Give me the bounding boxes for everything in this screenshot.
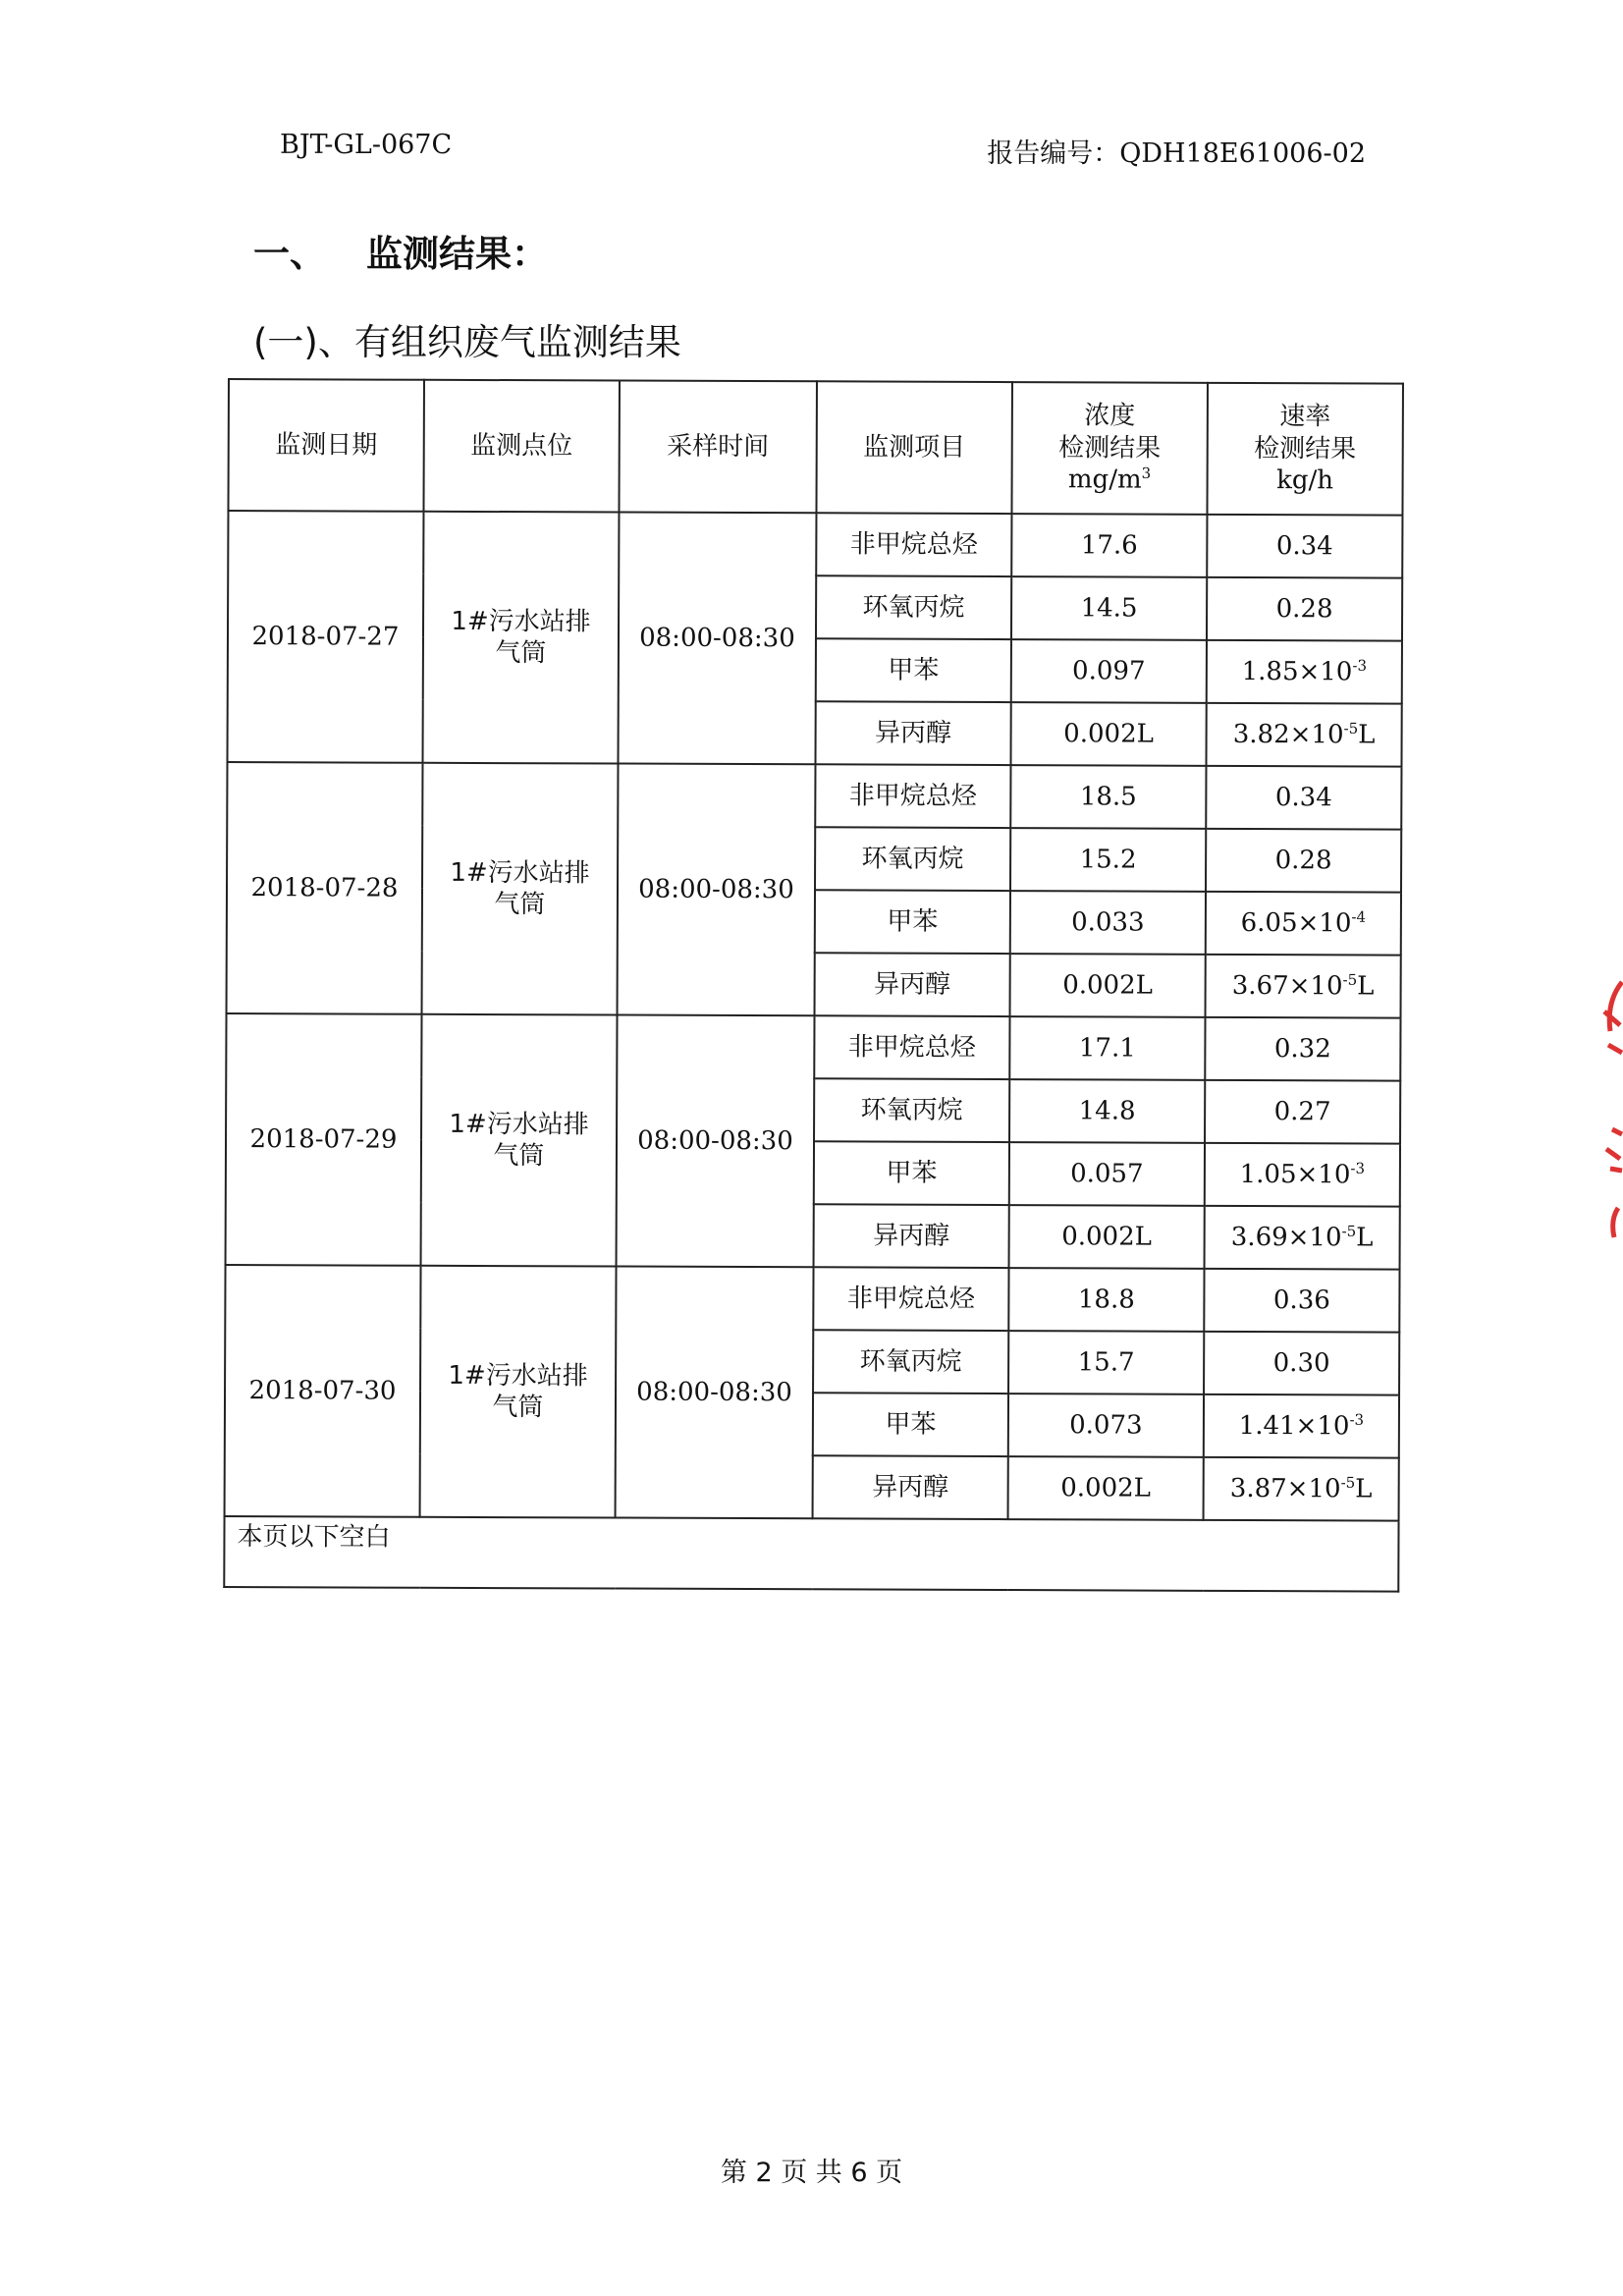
cell-rate <box>1203 1457 1398 1521</box>
rate-base: 0.28 <box>1274 845 1332 876</box>
cell-date: 2018-07-28 <box>227 762 423 1014</box>
results-table <box>223 378 1404 1593</box>
cell-date: 2018-07-29 <box>226 1013 422 1266</box>
cell-time: 08:00-08:30 <box>616 1267 814 1519</box>
subsection-title: (一)、有组织废气监测结果 <box>253 321 681 363</box>
report-number: 报告编号：QDH18E61006-02 <box>987 138 1366 169</box>
rate-base: 3.82×10 <box>1232 719 1344 750</box>
cell-concentration: 14.5 <box>1011 576 1207 640</box>
header-conc-unit <box>1012 464 1206 496</box>
rate-base: 6.05×10 <box>1240 907 1352 939</box>
rate-exponent: -5 <box>1343 719 1359 738</box>
rate-base: 3.87×10 <box>1229 1473 1341 1504</box>
rate-suffix: L <box>1355 1474 1373 1504</box>
cell-concentration: 0.002L <box>1010 702 1206 766</box>
header-point: 监测点位 <box>423 380 619 513</box>
rate-exponent: -4 <box>1351 907 1367 926</box>
cell-rate <box>1207 577 1402 641</box>
cell-rate <box>1206 892 1401 956</box>
cell-rate <box>1205 1080 1400 1144</box>
conc-unit-base: mg/m <box>1067 465 1142 495</box>
table-row <box>225 1265 1399 1333</box>
cell-point <box>420 1266 617 1518</box>
cell-rate <box>1204 1206 1399 1270</box>
cell-item: 环氧丙烷 <box>816 575 1011 639</box>
cell-rate <box>1204 1394 1399 1458</box>
rate-exponent: -3 <box>1349 1410 1365 1429</box>
table-row <box>227 762 1401 830</box>
table-row <box>228 511 1402 578</box>
header-date: 监测日期 <box>228 379 423 512</box>
cell-concentration: 0.097 <box>1011 639 1207 703</box>
section-number: 一、 <box>253 233 326 275</box>
point-line1: 1#污水站排 <box>449 1109 589 1139</box>
table-header-row <box>228 379 1403 516</box>
cell-rate <box>1204 1332 1399 1395</box>
cell-item: 甲苯 <box>814 1141 1009 1205</box>
cell-item: 非甲烷总烃 <box>814 1015 1009 1079</box>
rate-base: 0.34 <box>1274 782 1332 813</box>
results-body <box>225 511 1403 1521</box>
rate-base: 1.05×10 <box>1239 1159 1351 1190</box>
cell-concentration: 18.5 <box>1010 765 1206 829</box>
rate-exponent: -5 <box>1340 1473 1356 1492</box>
cell-concentration: 15.2 <box>1010 828 1206 892</box>
cell-item: 异丙醇 <box>814 953 1009 1016</box>
section-title-text: 监测结果： <box>366 233 548 275</box>
document-code: BJT-GL-067C <box>280 130 453 160</box>
cell-item: 环氧丙烷 <box>815 827 1010 891</box>
cell-item: 异丙醇 <box>813 1455 1008 1519</box>
header-rate-line1: 速率 <box>1279 402 1331 432</box>
cell-concentration: 17.1 <box>1009 1016 1205 1080</box>
cell-item: 甲苯 <box>815 890 1010 954</box>
rate-base: 0.32 <box>1273 1033 1331 1065</box>
cell-concentration: 0.002L <box>1009 954 1205 1017</box>
cell-concentration: 0.002L <box>1008 1205 1204 1269</box>
cell-point <box>421 763 618 1015</box>
rate-base: 0.34 <box>1275 530 1333 562</box>
header-time: 采样时间 <box>619 381 817 514</box>
header-conc-line2: 检测结果 <box>1058 432 1162 464</box>
cell-time: 08:00-08:30 <box>618 513 816 765</box>
header-concentration <box>1011 382 1207 515</box>
rate-base: 1.85×10 <box>1241 656 1353 687</box>
blank-row <box>224 1516 1398 1592</box>
rate-exponent: -5 <box>1342 970 1358 989</box>
cell-rate <box>1206 829 1401 893</box>
cell-point <box>421 1014 618 1267</box>
cell-item: 异丙醇 <box>813 1204 1008 1268</box>
table-row <box>226 1013 1400 1081</box>
cell-concentration: 0.073 <box>1008 1394 1204 1457</box>
cell-rate <box>1205 1143 1400 1207</box>
cell-item: 异丙醇 <box>815 701 1010 765</box>
cell-point <box>422 512 619 764</box>
cell-rate <box>1206 703 1401 767</box>
rate-base: 0.30 <box>1272 1347 1330 1379</box>
cell-time: 08:00-08:30 <box>616 1015 814 1268</box>
point-line1: 1#污水站排 <box>448 1360 588 1391</box>
header-rate-line2: 检测结果 <box>1254 433 1357 465</box>
page-number: 第 2 页 共 6 页 <box>720 2158 903 2188</box>
cell-item: 甲苯 <box>813 1393 1008 1456</box>
cell-date: 2018-07-30 <box>225 1265 421 1517</box>
point-line1: 1#污水站排 <box>451 606 591 636</box>
cell-concentration: 0.002L <box>1007 1456 1203 1520</box>
point-line2: 气筒 <box>494 890 546 920</box>
cell-item: 环氧丙烷 <box>814 1078 1009 1142</box>
cell-item: 非甲烷总烃 <box>813 1267 1008 1331</box>
section-title <box>253 224 548 277</box>
cell-concentration: 15.7 <box>1008 1331 1204 1394</box>
cell-item: 非甲烷总烃 <box>815 764 1010 828</box>
cell-concentration: 0.057 <box>1009 1142 1205 1206</box>
cell-concentration: 14.8 <box>1009 1079 1205 1143</box>
rate-base: 0.28 <box>1275 593 1333 625</box>
header-rate-unit: kg/h <box>1276 465 1334 496</box>
rate-suffix: L <box>1356 1223 1374 1253</box>
seal-edge-icon <box>1600 962 1623 1257</box>
cell-item: 甲苯 <box>816 638 1011 702</box>
header-conc-line1: 浓度 <box>1084 401 1136 431</box>
red-seal-fragment <box>1600 962 1623 1257</box>
rate-base: 1.41×10 <box>1238 1410 1350 1442</box>
point-line2: 气筒 <box>495 638 547 669</box>
point-line1: 1#污水站排 <box>450 857 590 888</box>
cell-rate <box>1207 640 1402 704</box>
point-line2: 气筒 <box>492 1393 544 1423</box>
cell-concentration: 18.8 <box>1008 1268 1204 1332</box>
rate-base: 0.36 <box>1272 1285 1330 1316</box>
cell-item: 环氧丙烷 <box>813 1330 1008 1394</box>
header-rate <box>1207 383 1403 516</box>
blank-note: 本页以下空白 <box>224 1516 1398 1592</box>
point-line2: 气筒 <box>493 1141 545 1172</box>
cell-time: 08:00-08:30 <box>617 764 815 1016</box>
cell-item: 非甲烷总烃 <box>816 513 1011 576</box>
cell-date: 2018-07-27 <box>227 511 423 763</box>
cell-rate <box>1207 515 1402 578</box>
cell-rate <box>1206 766 1401 830</box>
rate-exponent: -3 <box>1352 656 1368 675</box>
conc-unit-sup: 3 <box>1141 465 1152 483</box>
cell-rate <box>1205 955 1400 1018</box>
header-item: 监测项目 <box>816 381 1011 514</box>
rate-suffix: L <box>1357 971 1375 1002</box>
rate-base: 3.67×10 <box>1231 970 1343 1002</box>
rate-base: 3.69×10 <box>1230 1222 1342 1253</box>
cell-rate <box>1205 1017 1400 1081</box>
rate-base: 0.27 <box>1273 1096 1331 1127</box>
rate-exponent: -5 <box>1341 1222 1357 1240</box>
rate-suffix: L <box>1358 720 1376 750</box>
cell-concentration: 0.033 <box>1010 891 1206 955</box>
cell-concentration: 17.6 <box>1011 514 1207 577</box>
rate-exponent: -3 <box>1350 1159 1366 1177</box>
cell-rate <box>1204 1269 1399 1333</box>
